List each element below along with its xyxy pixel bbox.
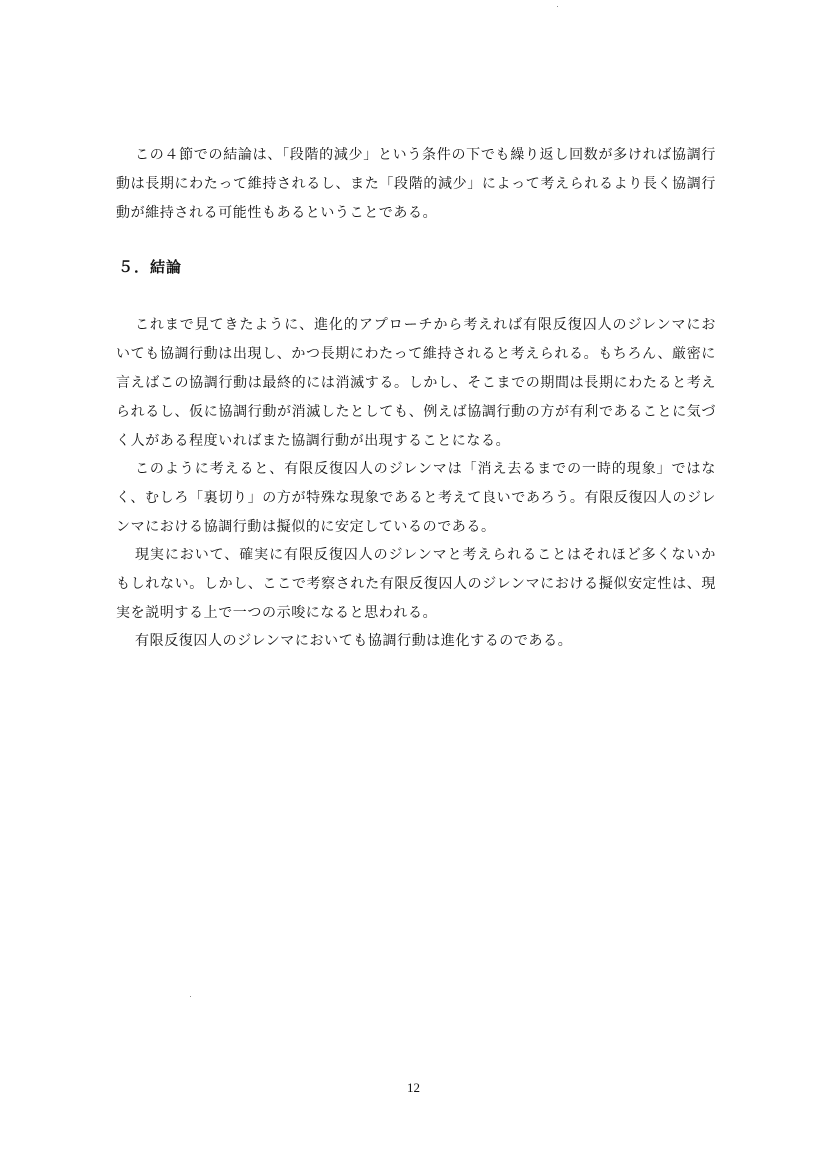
body-paragraph: このように考えると、有限反復囚人のジレンマは「消え去るまでの一時的現象」ではなく、むしろ「裏切り」の方が特殊な現象であると考えて良いであろう。有限反復囚人のジレンマにおける協調行動は擬似的に安定しているのである。	[116, 461, 716, 535]
body-paragraph: 有限反復囚人のジレンマにおいても協調行動は進化するのである。	[135, 633, 573, 649]
scan-speck	[557, 6, 558, 7]
section-heading: ５．結論	[118, 258, 183, 276]
scan-speck	[190, 996, 191, 997]
body-paragraph: これまで見てきたように、進化的アプローチから考えれば有限反復囚人のジレンマにおいても協調行動は出現し、かつ長期にわたって維持されると考えられる。もちろん、厳密に言えばこの協調行動は最終的には消滅する。しかし、そこまでの期間は長期にわたると考えられるし、仮に協調行動が消滅したとしても、例えば協調行動の方が有利であることに気づく人がある程度いればまた協調行動が出現することになる。	[116, 317, 716, 449]
intro-paragraph: この４節での結論は、「段階的減少」という条件の下でも繰り返し回数が多ければ協調行動は長期にわたって維持されるし、また「段階的減少」によって考えられるより長く協調行動が維持される可能性もあるということである。	[116, 147, 716, 221]
page-number: 12	[407, 1080, 420, 1095]
body-paragraph: 現実において、確実に有限反復囚人のジレンマと考えられることはそれほど多くないかもしれない。しかし、ここで考察された有限反復囚人のジレンマにおける擬似安定性は、現実を説明する上で一つの示唆になると思われる。	[116, 547, 716, 621]
